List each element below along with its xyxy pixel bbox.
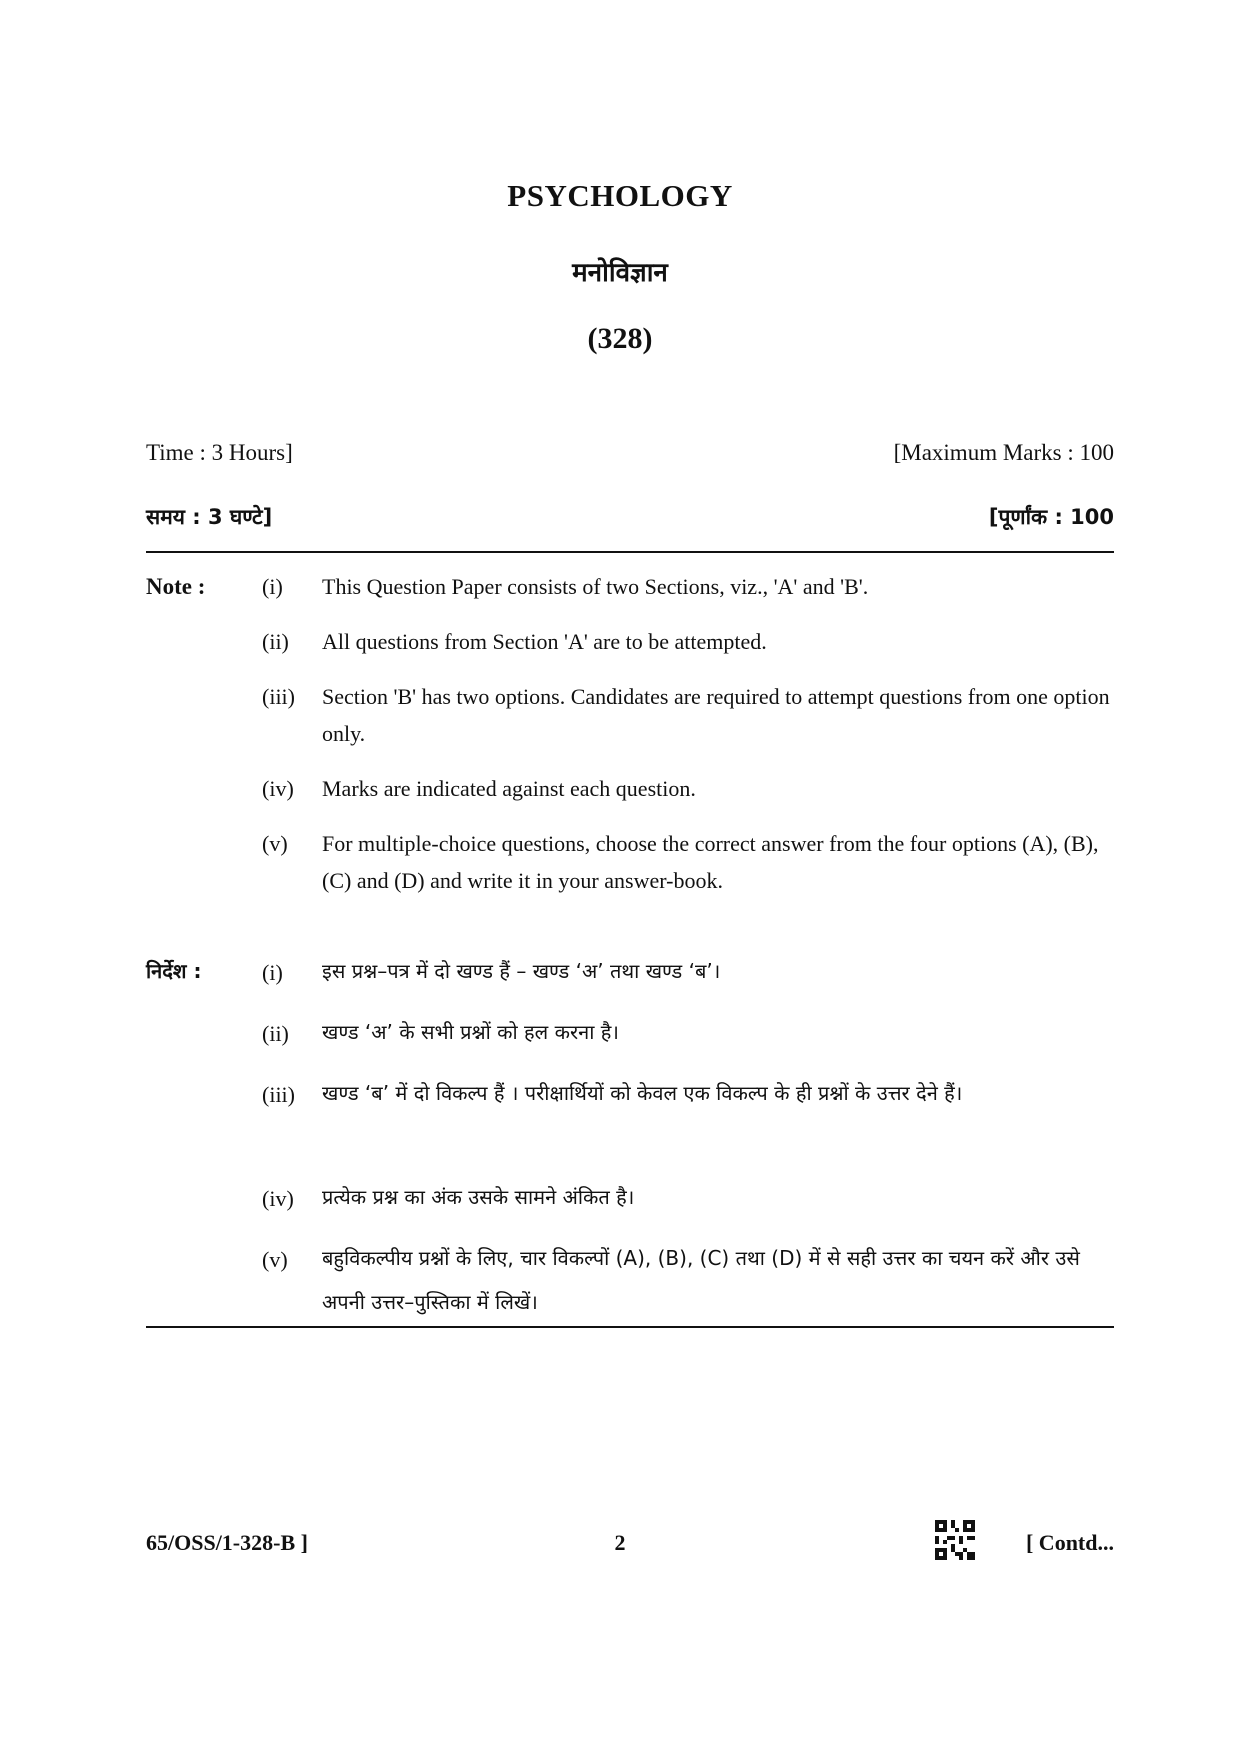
paper-title: PSYCHOLOGY xyxy=(507,178,733,213)
note-item-hindi: खण्ड ‘अ’ के सभी प्रश्नों को हल करना है। xyxy=(322,1020,619,1044)
note-label-hindi: निर्देश : xyxy=(146,959,202,983)
qr-code-icon xyxy=(935,1520,975,1560)
header-rule xyxy=(146,551,1114,553)
note-num: (iii) xyxy=(262,684,295,709)
note-item: Marks are indicated against each question. xyxy=(322,776,696,801)
paper-title-hindi: मनोविज्ञान xyxy=(572,258,668,288)
note-num: (v) xyxy=(262,831,288,856)
paper-code: (328) xyxy=(587,322,653,355)
note-num-hindi: (v) xyxy=(262,1247,288,1272)
note-num: (i) xyxy=(262,574,283,599)
contd-label: [ Contd... xyxy=(1025,1530,1114,1555)
note-num-hindi: (i) xyxy=(262,960,283,985)
note-item-hindi: बहुविकल्पीय प्रश्नों के लिए, चार विकल्पों (A), (B), (C) तथा (D) में से सही उत्तर का चयन करें और उसे अपनी उत्तर–पुस्तिका में लिखें। xyxy=(322,1246,1080,1314)
note-label: Note : xyxy=(146,574,206,599)
max-marks-en: [Maximum Marks : 100 xyxy=(893,440,1114,465)
note-item: Section 'B' has two options. Candidates are required to attempt questions from one option only. xyxy=(322,684,1110,746)
time-en: Time : 3 Hours] xyxy=(146,440,293,465)
note-item: All questions from Section 'A' are to be attempted. xyxy=(322,629,767,654)
note-num: (iv) xyxy=(262,776,294,801)
note-num: (ii) xyxy=(262,629,289,654)
footer-paper-code: 65/OSS/1-328-B ] xyxy=(146,1530,308,1555)
note-item-hindi: खण्ड ‘ब’ में दो विकल्प हैं । परीक्षार्थियों को केवल एक विकल्प के ही प्रश्नों के उत्तर देने हैं। xyxy=(322,1081,963,1105)
note-num-hindi: (ii) xyxy=(262,1021,289,1046)
note-item-hindi: इस प्रश्न–पत्र में दो खण्ड हैं – खण्ड ‘अ’ तथा खण्ड ‘ब’। xyxy=(322,959,721,983)
time-hi: समय : 3 घण्टे] xyxy=(146,505,273,529)
note-num-hindi: (iii) xyxy=(262,1082,295,1107)
note-item-hindi: प्रत्येक प्रश्न का अंक उसके सामने अंकित है। xyxy=(322,1185,635,1209)
max-marks-hi: [पूर्णांक : 100 xyxy=(988,505,1114,529)
notes-bottom-rule xyxy=(146,1326,1114,1328)
note-item: For multiple-choice questions, choose the correct answer from the four options (A), (B), (C) and (D) and write it in your answer-book. xyxy=(322,831,1099,893)
note-num-hindi: (iv) xyxy=(262,1186,294,1211)
page-number: 2 xyxy=(614,1530,626,1555)
note-item: This Question Paper consists of two Sections, viz., 'A' and 'B'. xyxy=(322,574,869,599)
